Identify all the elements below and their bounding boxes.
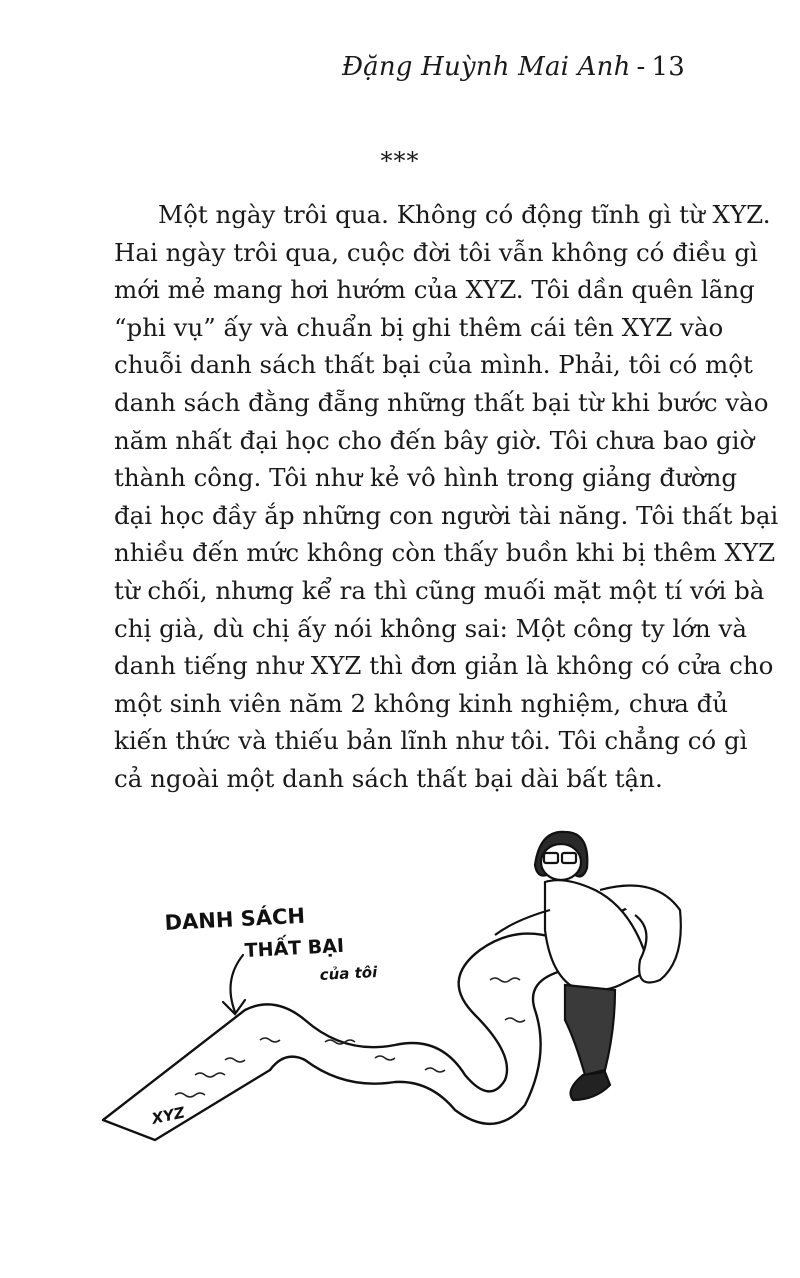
- paragraph-line: Một ngày trôi qua. Không có động tĩnh gì từ XYZ.: [158, 200, 771, 229]
- label-danh-sach: DANH SÁCH: [164, 903, 306, 935]
- paragraph-line: nhiều đến mức không còn thấy buồn khi bị thêm XYZ: [114, 538, 776, 568]
- arm-left: [495, 910, 550, 935]
- section-divider: ***: [380, 147, 420, 175]
- running-header: [342, 52, 685, 82]
- paragraph-line: danh tiếng như XYZ thì đơn giản là không có cửa cho: [114, 651, 774, 681]
- paragraph-line: “phi vụ” ấy và chuẩn bị ghi thêm cái tên XYZ vào: [114, 312, 724, 342]
- paragraph-line: từ chối, nhưng kể ra thì cũng muối mặt một tí với bà: [114, 575, 765, 605]
- paragraph-line: một sinh viên năm 2 không kinh nghiệm, chưa đủ: [114, 688, 729, 718]
- header-separator: -: [636, 52, 646, 82]
- paragraph-line: chuỗi danh sách thất bại của mình. Phải, tôi có một: [114, 350, 753, 380]
- label-that-bai: THẤT BẠI: [244, 934, 345, 962]
- scroll-label-xyz: XYZ: [150, 1103, 187, 1128]
- paragraph-line: năm nhất đại học cho đến bây giờ. Tôi chưa bao giờ: [114, 425, 755, 455]
- failure-list-illustration: [95, 820, 725, 1160]
- arrow-icon: [223, 955, 245, 1014]
- page-number: 13: [651, 52, 685, 82]
- paragraph-line: mới mẻ mang hơi hướm của XYZ. Tôi dần quên lãng: [114, 275, 755, 305]
- label-cua-toi: của tôi: [319, 963, 378, 984]
- paragraph-line: chị già, dù chị ấy nói không sai: Một công ty lớn và: [114, 613, 747, 643]
- trousers: [565, 985, 615, 1075]
- paragraph-line: kiến thức và thiếu bản lĩnh như tôi. Tôi chẳng có gì: [114, 726, 748, 756]
- paragraph-line: danh sách đằng đẵng những thất bại từ khi bước vào: [114, 387, 769, 417]
- paragraph-line: Hai ngày trôi qua, cuộc đời tôi vẫn không có điều gì: [114, 237, 758, 267]
- paragraph-line: thành công. Tôi như kẻ vô hình trong giảng đường: [114, 463, 738, 493]
- paragraph-line: cả ngoài một danh sách thất bại dài bất tận.: [114, 763, 663, 793]
- paragraph-line: đại học đầy ắp những con người tài năng. Tôi thất bại: [114, 500, 779, 530]
- header-author: Đặng Huỳnh Mai Anh: [341, 52, 631, 82]
- body-paragraph: [114, 196, 779, 798]
- shoe: [571, 1072, 610, 1100]
